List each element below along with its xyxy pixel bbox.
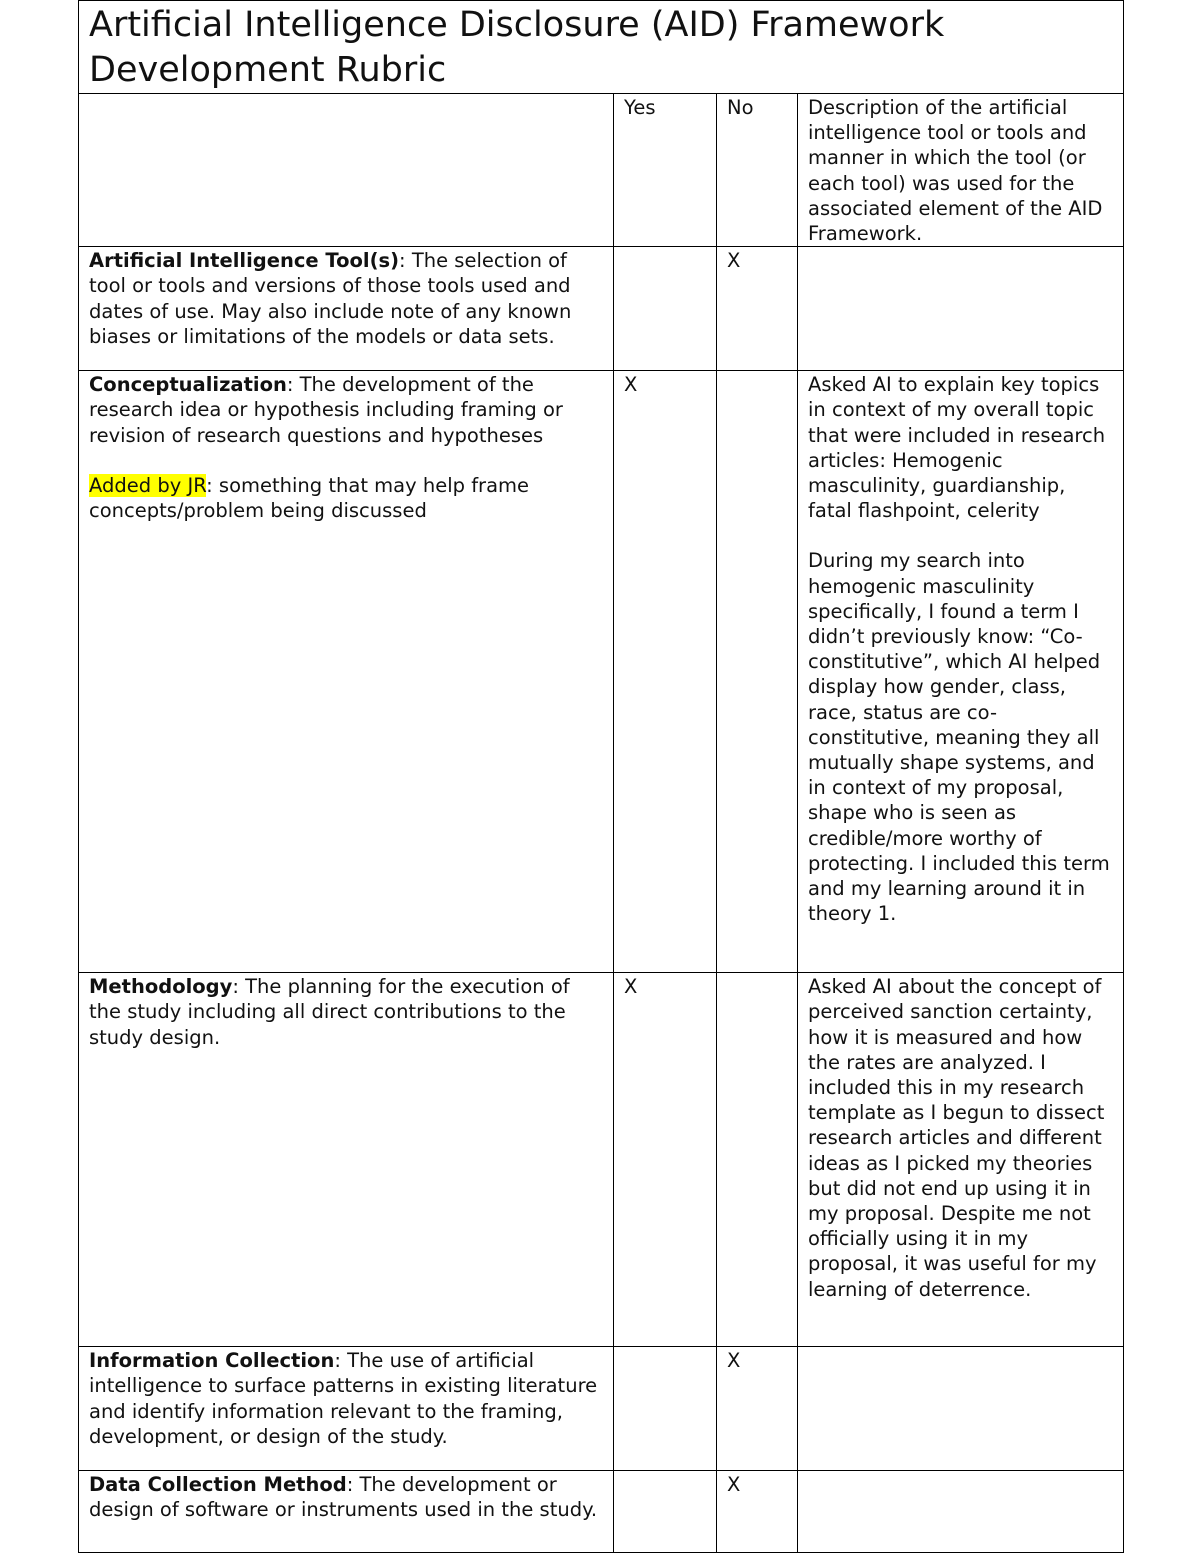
criterion-text: : The selection of tool or tools and versions of those tools used and dates of use. May also include note of any known biases or limitations of the models or data sets.	[89, 249, 572, 348]
highlighted-note-author: Added by JR	[89, 473, 207, 497]
criterion-name: Artificial Intelligence Tool(s)	[89, 249, 400, 273]
criterion-cell	[79, 371, 614, 973]
criterion-text: : The use of artificial intelligence to surface patterns in existing literature and identify information relevant to the framing, development, or design of the study.	[89, 1349, 598, 1448]
document-page	[78, 0, 1123, 1553]
description-cell	[798, 371, 1124, 973]
criterion-cell	[79, 247, 614, 371]
header-criterion-cell	[79, 94, 614, 247]
table-row	[79, 1347, 1124, 1471]
description-paragraph: During my search into hemogenic masculinity specifically, I found a term I didn’t previously know: “Co-constitutive”, which AI helped display how gender, class, race, status are co-constitutive, meaning they all mutually shape systems, and in context of my proposal, shape who is seen as credible/more worthy of protecting. I included this term and my learning around it in theory 1.	[808, 549, 1110, 926]
title-row	[79, 1, 1124, 94]
table-row	[79, 371, 1124, 973]
description-paragraph: Asked AI to explain key topics in context of my overall topic that were included in research articles: Hemogenic masculinity, guardianship, fatal flashpoint, celerity	[808, 373, 1106, 523]
header-description-cell: Description of the artificial intelligence tool or tools and manner in which the tool (or each tool) was used for the associated element of the AID Framework.	[798, 94, 1124, 247]
yes-cell: X	[614, 973, 717, 1347]
criterion-cell	[79, 1471, 614, 1553]
criterion-name: Information Collection	[89, 1349, 335, 1373]
criterion-text: : The planning for the execution of the study including all direct contributions to the study design.	[89, 975, 570, 1049]
rubric-table	[78, 0, 1124, 1553]
yes-cell: X	[614, 371, 717, 973]
criterion-name: Conceptualization	[89, 373, 287, 397]
description-cell	[798, 1471, 1124, 1553]
yes-cell	[614, 1347, 717, 1471]
no-cell: X	[717, 247, 798, 371]
header-yes-cell: Yes	[614, 94, 717, 247]
description-cell	[798, 247, 1124, 371]
no-cell: X	[717, 1347, 798, 1471]
table-row	[79, 247, 1124, 371]
no-cell: X	[717, 1471, 798, 1553]
criterion-text: : The development or design of software or instruments used in the study.	[89, 1473, 598, 1522]
table-header-row	[79, 94, 1124, 247]
yes-cell	[614, 1471, 717, 1553]
description-cell: Asked AI about the concept of perceived sanction certainty, how it is measured and how the rates are analyzed. I included this in my research template as I begun to dissect research articles and different ideas as I picked my theories but did not end up using it in my proposal. Despite me not officially using it in my proposal, it was useful for my learning of deterrence.	[798, 973, 1124, 1347]
no-cell	[717, 973, 798, 1347]
header-no-cell: No	[717, 94, 798, 247]
note-text: : something that may help frame concepts/problem being discussed	[89, 473, 530, 523]
document-title: Artificial Intelligence Disclosure (AID) Framework Development Rubric	[89, 5, 945, 90]
title-cell	[79, 1, 1124, 94]
criterion-text: : The development of the research idea or hypothesis including framing or revision of research questions and hypotheses	[89, 373, 563, 447]
table-row	[79, 973, 1124, 1347]
criterion-cell	[79, 973, 614, 1347]
criterion-cell	[79, 1347, 614, 1471]
criterion-name: Data Collection Method	[89, 1473, 347, 1497]
no-cell	[717, 371, 798, 973]
yes-cell	[614, 247, 717, 371]
description-cell	[798, 1347, 1124, 1471]
table-row	[79, 1471, 1124, 1553]
criterion-name: Methodology	[89, 975, 233, 999]
